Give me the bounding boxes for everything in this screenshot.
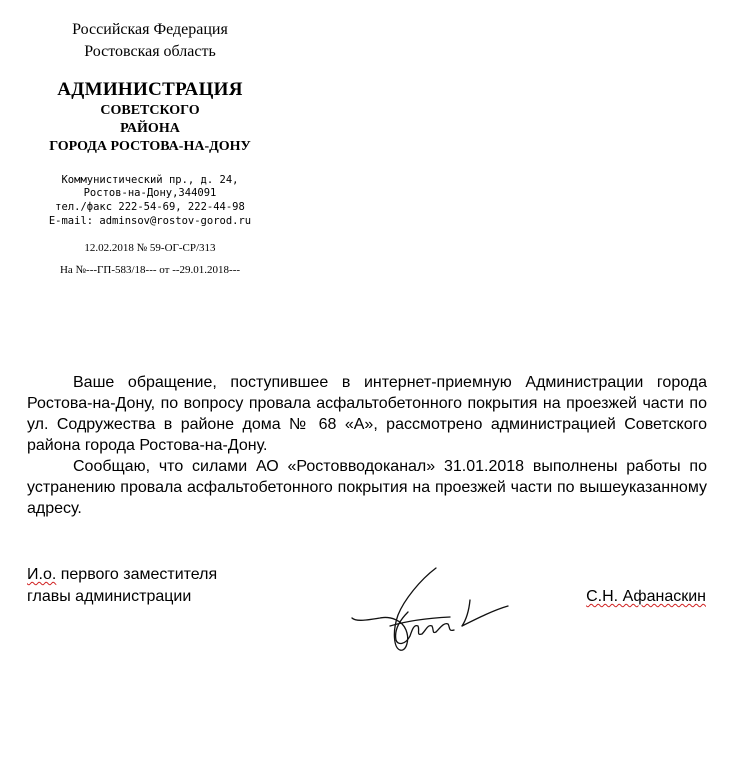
acting-abbreviation: И.о.: [27, 566, 57, 583]
position-text: первого заместителя: [56, 566, 218, 583]
signer-position-line2: главы администрации: [27, 588, 192, 605]
address-street: Коммунистический пр., д. 24,: [61, 174, 239, 186]
signer-name: [586, 588, 706, 606]
signer-name-text: С.Н. Афанаскин: [586, 588, 706, 605]
country-name: Российская Федерация: [72, 21, 228, 38]
administration-title: АДМИНИСТРАЦИЯ: [57, 79, 243, 100]
body-paragraph: Ваше обращение, поступившее в интернет-приемную Администрации города Ростова-на-Дону, по вопросу провала асфальтобетонного покрытия на проезжей части по ул. Содружества в районе дома № 68 «А», рассмотрено администрацией Советского района города Ростова-на-Дону.: [27, 374, 707, 454]
outgoing-reference: 12.02.2018 № 59-ОГ-СР/313: [84, 242, 216, 254]
email-address: E-mail: adminsov@rostov-gorod.ru: [48, 215, 252, 227]
address-city: Ростов-на-Дону,344091: [83, 187, 217, 199]
administration-subtitle-line: СОВЕТСКОГО: [100, 103, 200, 118]
phone-fax: тел./факс 222-54-69, 222-44-98: [55, 201, 245, 213]
body-paragraph: Сообщаю, что силами АО «Ростовводоканал» 31.01.2018 выполнены работы по устранению провала асфальтобетонного покрытия на проезжей части по вышеуказанному адресу.: [27, 458, 707, 517]
administration-subtitle-line: РАЙОНА: [120, 121, 180, 136]
region-name: Ростовская область: [84, 43, 216, 60]
signer-position-line1: [27, 566, 217, 584]
handwritten-signature: [350, 560, 520, 660]
letter-body: [27, 372, 707, 519]
incoming-reference: На №---ГП-583/18--- от --29.01.2018---: [59, 264, 241, 276]
administration-subtitle-line: ГОРОДА РОСТОВА-НА-ДОНУ: [49, 139, 251, 154]
